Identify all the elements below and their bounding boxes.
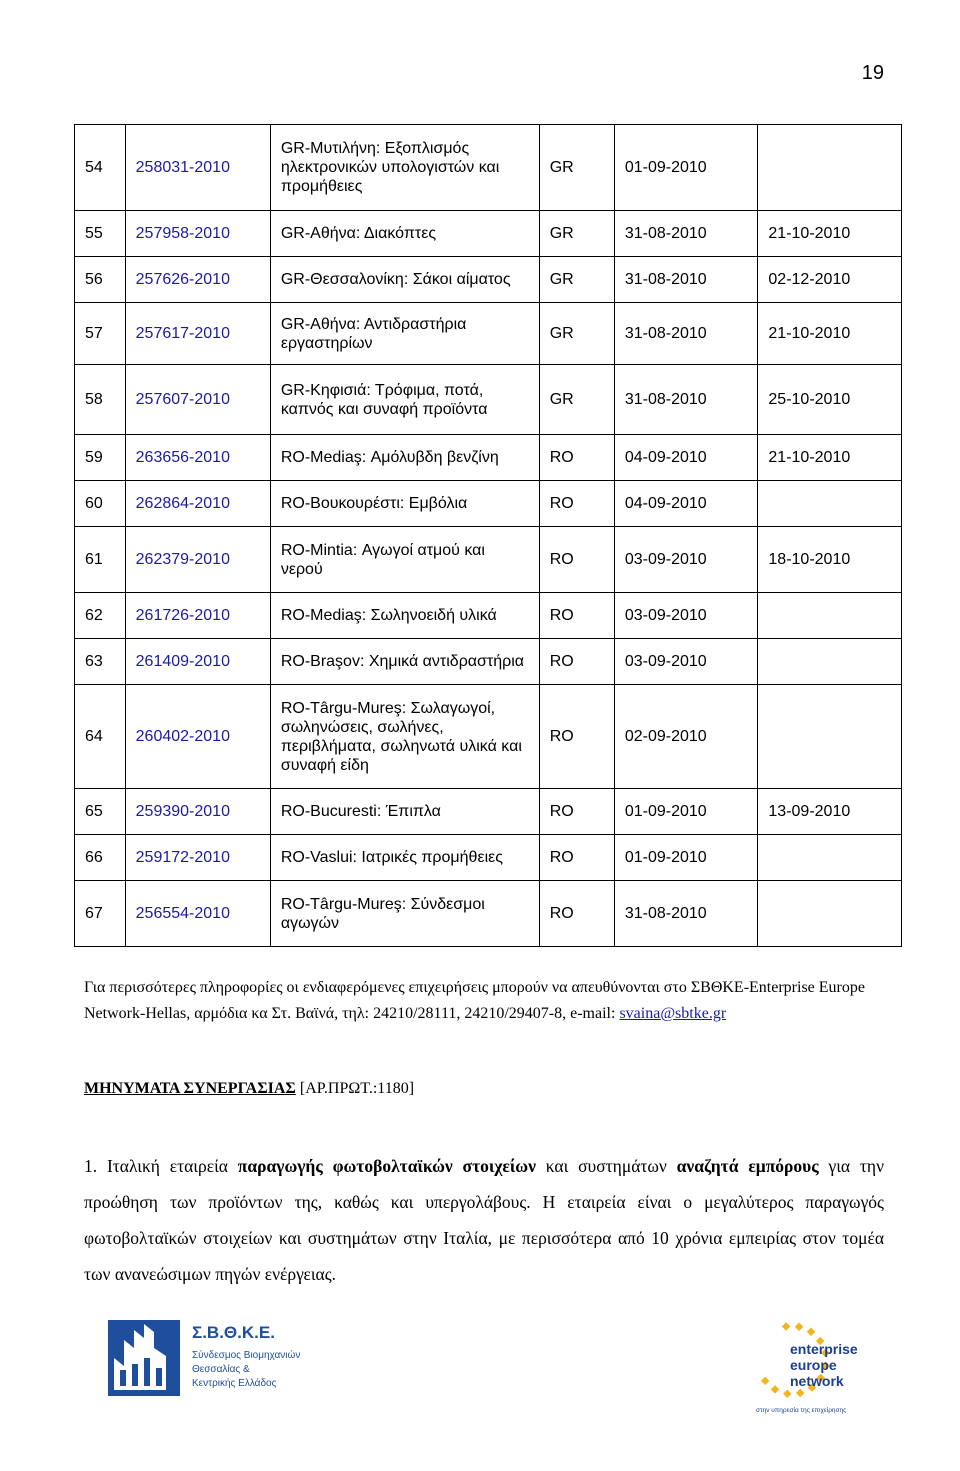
table-row: [75, 125, 902, 211]
tender-title-text: GR-Αθήνα: Διακόπτες: [280, 225, 437, 242]
publication-date: [614, 835, 758, 881]
tender-title: [270, 125, 539, 211]
tender-title-text: RO-Mintia: Αγωγοί ατμού και νερού: [280, 541, 485, 578]
tender-reference: [125, 789, 270, 835]
deadline-date-text: 21-10-2010: [768, 324, 851, 342]
row-number-text: 61: [85, 550, 103, 568]
publication-date-text: 31-08-2010: [624, 324, 707, 342]
publication-date: [614, 593, 758, 639]
een-line2: europe: [790, 1357, 837, 1373]
country-code: [539, 639, 614, 685]
row-number: [75, 527, 126, 593]
table-row: [75, 365, 902, 435]
country-code-text: RO: [549, 606, 574, 624]
een-tagline: στην υπηρεσία της επιχείρησης: [756, 1407, 847, 1414]
een-line1: enterprise: [790, 1341, 858, 1357]
svtke-line2: Θεσσαλίας &: [192, 1364, 250, 1375]
deadline-date-text: 21-10-2010: [768, 448, 851, 466]
tender-reference: [125, 257, 270, 303]
tenders-table: [74, 124, 902, 947]
country-code-text: RO: [549, 802, 574, 820]
deadline-date-text: 18-10-2010: [768, 550, 851, 568]
section-title-main: ΜΗΝΥΜΑΤΑ ΣΥΝΕΡΓΑΣΙΑΣ: [84, 1080, 296, 1097]
deadline-date: [758, 527, 902, 593]
publication-date: [614, 125, 758, 211]
deadline-date-text: 21-10-2010: [768, 224, 851, 242]
tender-title-text: GR-Θεσσαλονίκη: Σάκοι αίματος: [280, 271, 511, 288]
item-text: και συστημάτων: [535, 1156, 677, 1176]
star-icon: [783, 1389, 791, 1397]
publication-date: [614, 435, 758, 481]
country-code: [539, 835, 614, 881]
publication-date-text: 01-09-2010: [624, 802, 707, 820]
star-icon: [761, 1377, 769, 1385]
row-number-text: 57: [85, 324, 103, 342]
een-line3: network: [790, 1373, 844, 1389]
item-text: 1. Ιταλική εταιρεία: [84, 1156, 238, 1176]
tender-reference: [125, 435, 270, 481]
tender-reference: [125, 303, 270, 365]
factory-icon: [108, 1320, 180, 1396]
row-number-text: 54: [85, 158, 103, 176]
country-code-text: RO: [549, 494, 574, 512]
country-code-text: RO: [549, 448, 574, 466]
svtke-logo: [108, 1318, 318, 1398]
table-row: [75, 527, 902, 593]
tender-reference: [125, 881, 270, 947]
contact-info: [84, 975, 884, 1027]
cooperation-item-1: [84, 1148, 884, 1292]
tender-reference: [125, 481, 270, 527]
table-row: [75, 435, 902, 481]
deadline-date: [758, 835, 902, 881]
table-row: [75, 303, 902, 365]
tender-reference-text[interactable]: 258031-2010: [135, 158, 230, 176]
tender-title: [270, 685, 539, 789]
row-number-text: 58: [85, 390, 103, 408]
svtke-line1: Σύνδεσμος Βιομηχανιών: [192, 1350, 301, 1361]
publication-date-text: 04-09-2010: [624, 494, 707, 512]
deadline-date: [758, 881, 902, 947]
row-number-text: 64: [85, 727, 103, 745]
country-code: [539, 211, 614, 257]
tender-reference: [125, 593, 270, 639]
svtke-line3: Κεντρικής Ελλάδος: [192, 1378, 277, 1389]
publication-date-text: 03-09-2010: [624, 606, 707, 624]
publication-date: [614, 639, 758, 685]
publication-date: [614, 881, 758, 947]
row-number: [75, 257, 126, 303]
country-code: [539, 789, 614, 835]
row-number: [75, 789, 126, 835]
table-row: [75, 685, 902, 789]
row-number-text: 66: [85, 848, 103, 866]
publication-date: [614, 365, 758, 435]
item-text: για την προώθηση των προϊόντων της, καθώς και υπεργολάβους. Η εταιρεία είναι ο μεγαλύτερος παραγωγός φωτοβολταϊκών στοιχείων και συστημάτων στην Ιταλία, με περισσότερα από 10 χρόνια εμπειρίας στον τομέα των ανανεώσιμων πηγών ενέργειας.: [84, 1156, 884, 1284]
deadline-date: [758, 211, 902, 257]
email-link[interactable]: svaina@sbtke.gr: [619, 1005, 727, 1022]
row-number-text: 56: [85, 270, 103, 288]
publication-date-text: 02-09-2010: [624, 727, 707, 745]
deadline-date-text: 25-10-2010: [768, 390, 851, 408]
tender-title-text: GR-Μυτιλήνη: Εξοπλισμός ηλεκτρονικών υπολογιστών και προμήθειες: [280, 140, 500, 195]
page-number: 19: [861, 62, 884, 84]
table-row: [75, 593, 902, 639]
publication-date-text: 31-08-2010: [624, 270, 707, 288]
row-number-text: 55: [85, 224, 103, 242]
star-icon: [796, 1389, 804, 1397]
country-code: [539, 365, 614, 435]
table-row: [75, 789, 902, 835]
publication-date: [614, 789, 758, 835]
country-code-text: GR: [549, 158, 574, 176]
tender-title-text: GR-Κηφισιά: Τρόφιμα, ποτά, καπνός και συναφή προϊόντα: [280, 381, 488, 418]
tender-reference-text[interactable]: 261409-2010: [135, 652, 230, 670]
tender-reference: [125, 527, 270, 593]
star-icon: [782, 1322, 790, 1330]
tender-reference-text[interactable]: 259172-2010: [135, 848, 230, 866]
tender-reference-text[interactable]: 257958-2010: [135, 224, 230, 242]
deadline-date: [758, 593, 902, 639]
tender-reference-text[interactable]: 257617-2010: [135, 324, 230, 342]
deadline-date: [758, 303, 902, 365]
row-number: [75, 881, 126, 947]
publication-date: [614, 685, 758, 789]
row-number-text: 67: [85, 904, 103, 922]
tender-title: [270, 257, 539, 303]
publication-date-text: 03-09-2010: [624, 550, 707, 568]
country-code: [539, 881, 614, 947]
country-code: [539, 125, 614, 211]
publication-date-text: 03-09-2010: [624, 652, 707, 670]
star-icon: [807, 1328, 815, 1336]
publication-date-text: 01-09-2010: [624, 158, 707, 176]
publication-date-text: 04-09-2010: [624, 448, 707, 466]
tender-reference-text[interactable]: 259390-2010: [135, 802, 230, 820]
tender-title: [270, 211, 539, 257]
tender-title: [270, 835, 539, 881]
tender-title: [270, 593, 539, 639]
tender-title: [270, 481, 539, 527]
country-code: [539, 593, 614, 639]
tender-reference: [125, 835, 270, 881]
section-title: [84, 1080, 884, 1098]
country-code: [539, 257, 614, 303]
tender-reference: [125, 211, 270, 257]
tender-title-text: RO-Târgu-Mureş: Σωλαγωγοί, σωληνώσεις, σωλήνες, περιβλήματα, σωληνωτά υλικά και συναφή είδη: [280, 699, 522, 774]
country-code-text: GR: [549, 390, 574, 408]
country-code: [539, 303, 614, 365]
country-code: [539, 527, 614, 593]
tender-reference-text[interactable]: 262864-2010: [135, 494, 230, 512]
row-number-text: 63: [85, 652, 103, 670]
star-icon: [795, 1322, 803, 1330]
tender-reference-text[interactable]: 257626-2010: [135, 270, 230, 288]
star-icon: [771, 1385, 779, 1393]
row-number: [75, 303, 126, 365]
row-number: [75, 639, 126, 685]
country-code-text: RO: [549, 848, 574, 866]
deadline-date: [758, 685, 902, 789]
tender-title-text: GR-Αθήνα: Αντιδραστήρια εργαστηρίων: [280, 315, 467, 352]
tender-reference: [125, 685, 270, 789]
tender-title: [270, 639, 539, 685]
country-code: [539, 435, 614, 481]
country-code-text: RO: [549, 727, 574, 745]
tender-reference: [125, 365, 270, 435]
tender-title-text: RO-Mediaş: Αμόλυβδη βενζίνη: [280, 449, 499, 466]
deadline-date: [758, 125, 902, 211]
table-row: [75, 639, 902, 685]
tender-title: [270, 435, 539, 481]
publication-date-text: 31-08-2010: [624, 224, 707, 242]
row-number: [75, 593, 126, 639]
publication-date: [614, 481, 758, 527]
country-code-text: RO: [549, 550, 574, 568]
tender-reference-text[interactable]: 257607-2010: [135, 390, 230, 408]
row-number: [75, 435, 126, 481]
row-number: [75, 685, 126, 789]
country-code: [539, 481, 614, 527]
publication-date: [614, 527, 758, 593]
tender-reference-text[interactable]: 256554-2010: [135, 904, 230, 922]
item-bold: παραγωγής φωτοβολταϊκών στοιχείων: [237, 1156, 536, 1176]
table-row: [75, 257, 902, 303]
row-number: [75, 481, 126, 527]
tender-title: [270, 365, 539, 435]
tender-title: [270, 303, 539, 365]
section-title-ref: [ΑΡ.ΠΡΩΤ.:1180]: [295, 1080, 415, 1097]
tender-title-text: RO-Vaslui: Ιατρικές προμήθειες: [280, 849, 503, 866]
table-row: [75, 881, 902, 947]
table-row: [75, 481, 902, 527]
deadline-date: [758, 789, 902, 835]
country-code-text: RO: [549, 652, 574, 670]
row-number-text: 62: [85, 606, 103, 624]
table-row: [75, 211, 902, 257]
country-code: [539, 685, 614, 789]
tender-title-text: RO-Braşov: Χημικά αντιδραστήρια: [280, 653, 525, 670]
deadline-date: [758, 365, 902, 435]
deadline-date-text: 13-09-2010: [768, 802, 851, 820]
tender-title-text: RO-Mediaş: Σωληνοειδή υλικά: [280, 607, 497, 624]
item-bold: αναζητά εμπόρους: [676, 1156, 819, 1176]
row-number: [75, 211, 126, 257]
svtke-name: Σ.Β.Θ.Κ.Ε.: [192, 1323, 275, 1342]
een-logo: [752, 1318, 878, 1416]
publication-date: [614, 303, 758, 365]
deadline-date: [758, 435, 902, 481]
tender-reference-text[interactable]: 262379-2010: [135, 550, 230, 568]
deadline-date: [758, 639, 902, 685]
country-code-text: GR: [549, 224, 574, 242]
tender-title: [270, 881, 539, 947]
row-number: [75, 125, 126, 211]
publication-date-text: 31-08-2010: [624, 904, 707, 922]
tender-title-text: RO-Βουκουρέστι: Εμβόλια: [280, 495, 468, 512]
row-number-text: 59: [85, 448, 103, 466]
table-row: [75, 835, 902, 881]
country-code-text: GR: [549, 324, 574, 342]
publication-date: [614, 211, 758, 257]
tender-reference-text[interactable]: 261726-2010: [135, 606, 230, 624]
row-number-text: 65: [85, 802, 103, 820]
tender-title: [270, 527, 539, 593]
tender-reference: [125, 639, 270, 685]
tender-reference-text[interactable]: 260402-2010: [135, 727, 230, 745]
publication-date-text: 01-09-2010: [624, 848, 707, 866]
country-code-text: GR: [549, 270, 574, 288]
deadline-date: [758, 481, 902, 527]
tender-reference-text[interactable]: 263656-2010: [135, 448, 230, 466]
row-number: [75, 835, 126, 881]
tender-title-text: RO-Târgu-Mureş: Σύνδεσμοι αγωγών: [280, 895, 485, 932]
deadline-date-text: 02-12-2010: [768, 270, 851, 288]
tender-title: [270, 789, 539, 835]
row-number: [75, 365, 126, 435]
tender-reference: [125, 125, 270, 211]
tender-title-text: RO-Bucuresti: Έπιπλα: [280, 803, 441, 820]
publication-date: [614, 257, 758, 303]
deadline-date: [758, 257, 902, 303]
country-code-text: RO: [549, 904, 574, 922]
contact-text: Για περισσότερες πληροφορίες οι ενδιαφερόμενες επιχειρήσεις μπορούν να απευθύνονται στο ΣΒΘΚΕ-Enterprise Europe Network-Hellas, αρμόδια κα Στ. Βαϊνά, τηλ: 24210/28111, 24210/29407-8, e-mail:: [84, 979, 865, 1022]
publication-date-text: 31-08-2010: [624, 390, 707, 408]
row-number-text: 60: [85, 494, 103, 512]
